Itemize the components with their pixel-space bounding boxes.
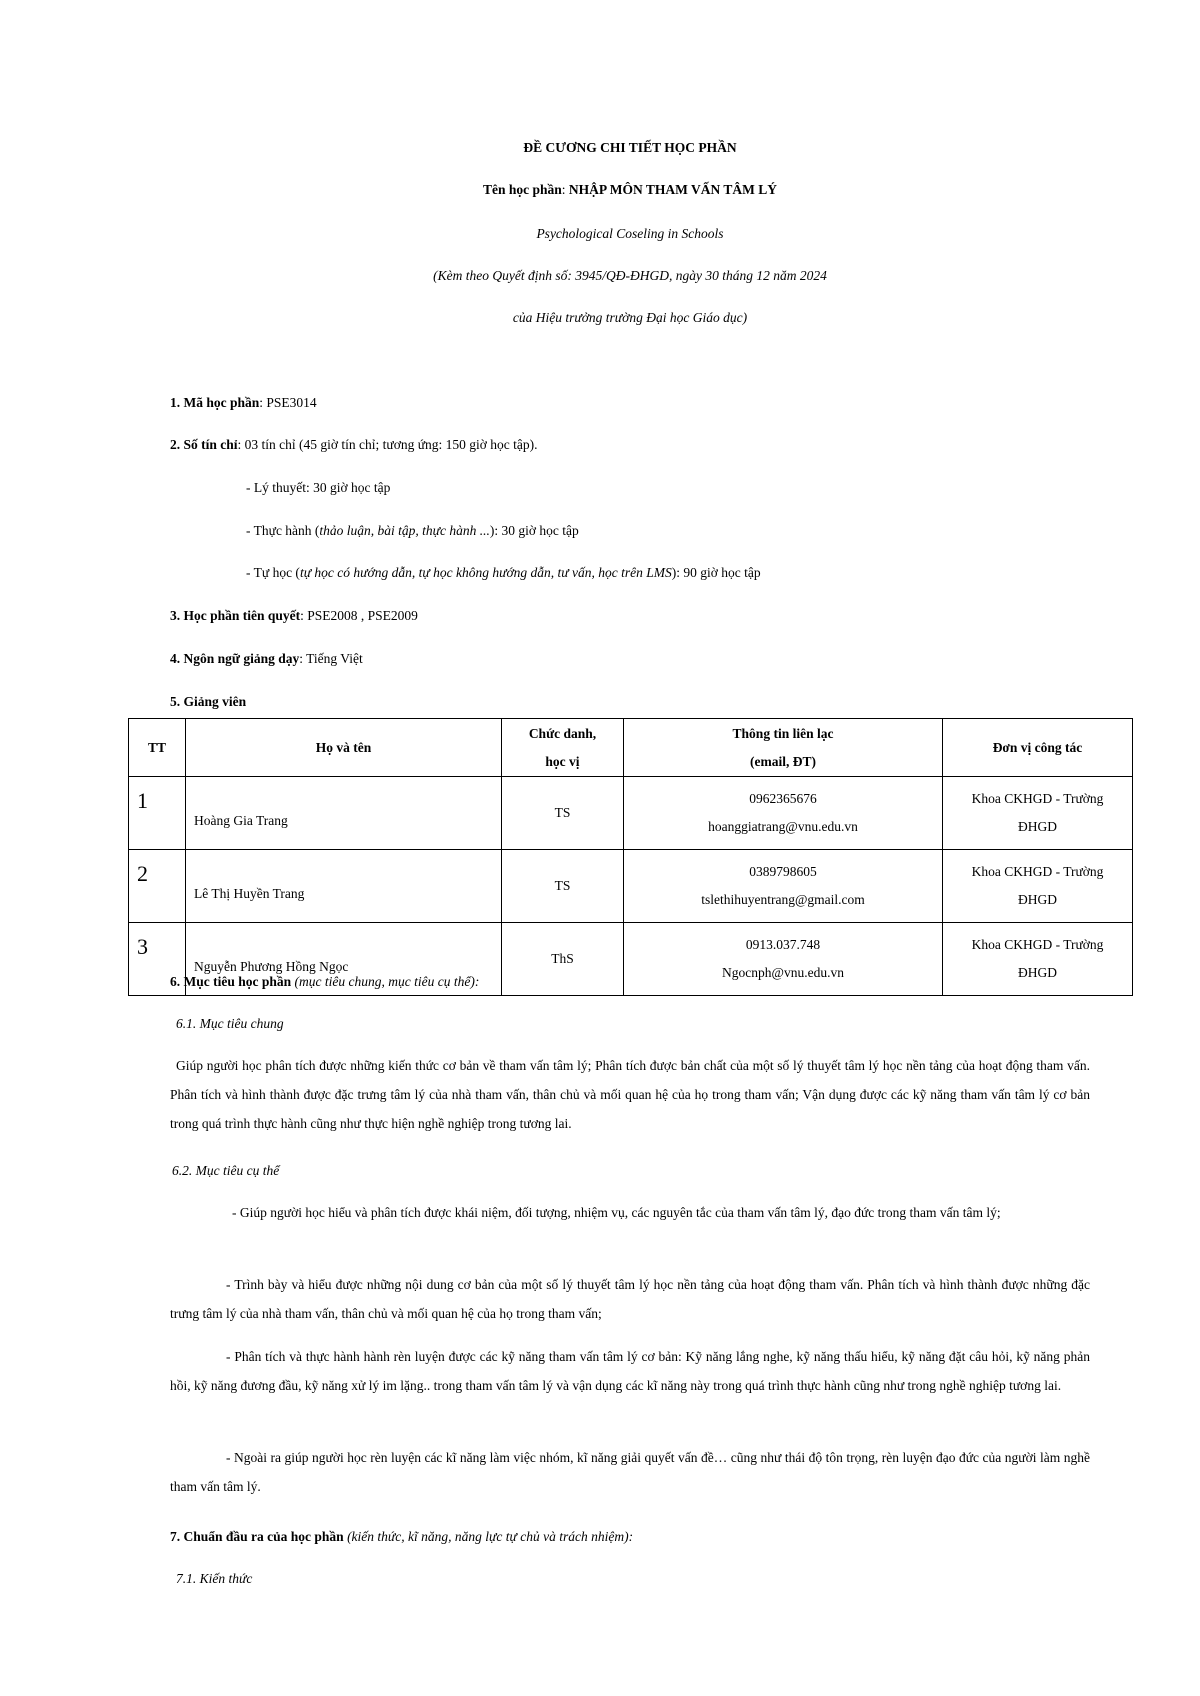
issuer-line: của Hiệu trưởng trường Đại học Giáo dục) — [512, 310, 748, 325]
general-objective-text: Giúp người học phân tích được những kiến thức cơ bản về tham vấn tâm lý; Phân tích được bản chất của một số lý thuyết tâm lý học nền tảng của hoạt động tham vấn. Phân tích và hình thành được đặc trưng tâm lý của nhà tham vấn, thân chủ và mối quan hệ của họ trong tham vấn; Vận dụng được các kỹ năng tham vấn tâm lý cơ bản trong quá trình thực hành cũng như thực hiện nghề nghiệp trong tương lai. — [170, 1058, 1090, 1131]
header-contact — [624, 719, 943, 777]
text: ĐHGD — [1018, 892, 1057, 907]
cell-degree: TS — [502, 850, 624, 923]
course-name-label: Tên học phần — [482, 182, 562, 197]
course-code-value: : PSE3014 — [259, 395, 317, 410]
table-row — [129, 850, 1133, 923]
cell-degree: ThS — [502, 923, 624, 996]
cell-unit — [943, 850, 1133, 923]
text: (email, ĐT) — [750, 753, 816, 769]
text: Ngocnph@vnu.edu.vn — [722, 965, 844, 980]
specific-objective-item: - Trình bày và hiểu được những nội dung cơ bản của một số lý thuyết tâm lý học nền tảng của hoạt động tham vấn. Phân tích và hình thành được những đặc trưng tâm lý của nhà tham vấn, thân chủ và mối quan hệ của họ trong tham vấn; — [170, 1277, 1090, 1321]
cell-tt — [129, 777, 186, 850]
table-row — [129, 777, 1133, 850]
english-course-name: Psychological Coseling in Schools — [536, 226, 724, 241]
cell-unit — [943, 777, 1133, 850]
credits-practice — [246, 523, 579, 539]
section-language — [170, 651, 363, 667]
section-label: 3. Học phần tiên quyết — [170, 608, 301, 623]
text: ĐHGD — [1018, 819, 1057, 834]
text: ): 90 giờ học tập — [671, 565, 761, 580]
text: hoanggiatrang@vnu.edu.vn — [708, 819, 858, 834]
header-tt: TT — [129, 719, 186, 777]
section-label: 7. Chuẩn đầu ra của học phần — [170, 1529, 344, 1544]
credits-theory: - Lý thuyết: 30 giờ học tập — [246, 480, 391, 495]
text: Khoa CKHGD - Trường — [971, 864, 1104, 879]
language-value: : Tiếng Việt — [299, 651, 363, 666]
course-name: NHẬP MÔN THAM VẤN TÂM LÝ — [568, 182, 778, 197]
prerequisites-value: : PSE2008 , PSE2009 — [300, 608, 418, 623]
header-name: Họ và tên — [186, 719, 502, 777]
specific-objective-item: - Phân tích và thực hành hành rèn luyện được các kỹ năng tham vấn tâm lý cơ bản: Kỹ năng lắng nghe, kỹ năng thấu hiểu, kỹ năng đặt câu hỏi, kỹ năng phản hồi, kỹ năng đương đầu, kỹ năng xử lý im lặng.. trong tham vấn tâm lý và vận dụng các kĩ năng này trong quá trình thực hành cũng như trong nghề nghiệp tương lai. — [170, 1349, 1090, 1393]
cell-unit — [943, 923, 1133, 996]
lecturers-table — [128, 718, 1133, 996]
text: (kiến thức, kĩ năng, năng lực tự chủ và trách nhiệm): — [343, 1529, 634, 1544]
cell-name: Nguyễn Phương Hồng Ngọc — [186, 923, 502, 996]
text: 3 — [137, 934, 148, 959]
section-objectives — [170, 974, 479, 990]
section-course-code — [170, 395, 317, 411]
text: Thông tin liên lạc — [732, 725, 834, 741]
section-label: 2. Số tín chỉ — [170, 437, 238, 452]
cell-contact — [624, 923, 943, 996]
section-prerequisites — [170, 608, 418, 624]
course-name-line: Tên học phần: NHẬP MÔN THAM VẤN TÂM LÝ — [482, 182, 778, 197]
text: 0389798605 — [749, 864, 817, 879]
text: ): 30 giờ học tập — [489, 523, 579, 538]
section-label: 6. Mục tiêu học phần — [170, 974, 292, 989]
cell-degree: TS — [502, 777, 624, 850]
section-lecturers-label: 5. Giảng viên — [170, 694, 247, 709]
header-unit: Đơn vị công tác — [943, 719, 1133, 777]
text: thảo luận, bài tập, thực hành ... — [319, 523, 490, 538]
header-degree — [502, 719, 624, 777]
text: - Tự học ( — [246, 565, 300, 580]
text: 0962365676 — [749, 791, 817, 806]
text: Khoa CKHGD - Trường — [971, 791, 1104, 806]
text: (mục tiêu chung, mục tiêu cụ thể): — [291, 974, 480, 989]
cell-contact — [624, 850, 943, 923]
text: ĐHGD — [1018, 965, 1057, 980]
text: Khoa CKHGD - Trường — [971, 937, 1104, 952]
cell-name: Lê Thị Huyền Trang — [186, 850, 502, 923]
specific-objective-item: - Ngoài ra giúp người học rèn luyện các kĩ năng làm việc nhóm, kĩ năng giải quyết vấn đề… cũng như thái độ tôn trọng, rèn luyện đạo đức của người làm nghề tham vấn tâm lý. — [170, 1450, 1090, 1494]
table-header-row — [129, 719, 1133, 777]
section-learning-outcomes — [170, 1529, 633, 1545]
text: Chức danh, — [528, 725, 597, 741]
credits-self-study — [246, 565, 761, 581]
text: tự học có hướng dẫn, tự học không hướng dẫn, tư vấn, học trên LMS — [299, 565, 672, 580]
text: học vị — [545, 753, 580, 769]
text: 2 — [137, 861, 148, 886]
text: tslethihuyentrang@gmail.com — [701, 892, 865, 907]
document-title: ĐỀ CƯƠNG CHI TIẾT HỌC PHẦN — [523, 140, 737, 155]
section-label: 4. Ngôn ngữ giảng dạy — [170, 651, 300, 666]
text: 0913.037.748 — [745, 937, 821, 952]
section-credits — [170, 437, 538, 453]
text: 1 — [137, 788, 148, 813]
credits-value: : 03 tín chỉ (45 giờ tín chỉ; tương ứng: 150 giờ học tập). — [237, 437, 538, 452]
cell-contact — [624, 777, 943, 850]
decision-line: (Kèm theo Quyết định số: 3945/QĐ-ĐHGD, ngày 30 tháng 12 năm 2024 — [433, 268, 827, 283]
specific-objective-item: - Giúp người học hiểu và phân tích được khái niệm, đối tượng, nhiệm vụ, các nguyên tắc của tham vấn tâm lý, đạo đức trong tham vấn tâm lý; — [232, 1205, 1001, 1220]
cell-name: Hoàng Gia Trang — [186, 777, 502, 850]
cell-tt — [129, 850, 186, 923]
specific-objective-heading: 6.2. Mục tiêu cụ thể — [172, 1163, 280, 1178]
knowledge-heading: 7.1. Kiến thức — [176, 1571, 253, 1586]
text: - Thực hành ( — [246, 523, 320, 538]
section-label: 1. Mã học phần — [170, 395, 260, 410]
general-objective-heading: 6.1. Mục tiêu chung — [176, 1016, 284, 1031]
